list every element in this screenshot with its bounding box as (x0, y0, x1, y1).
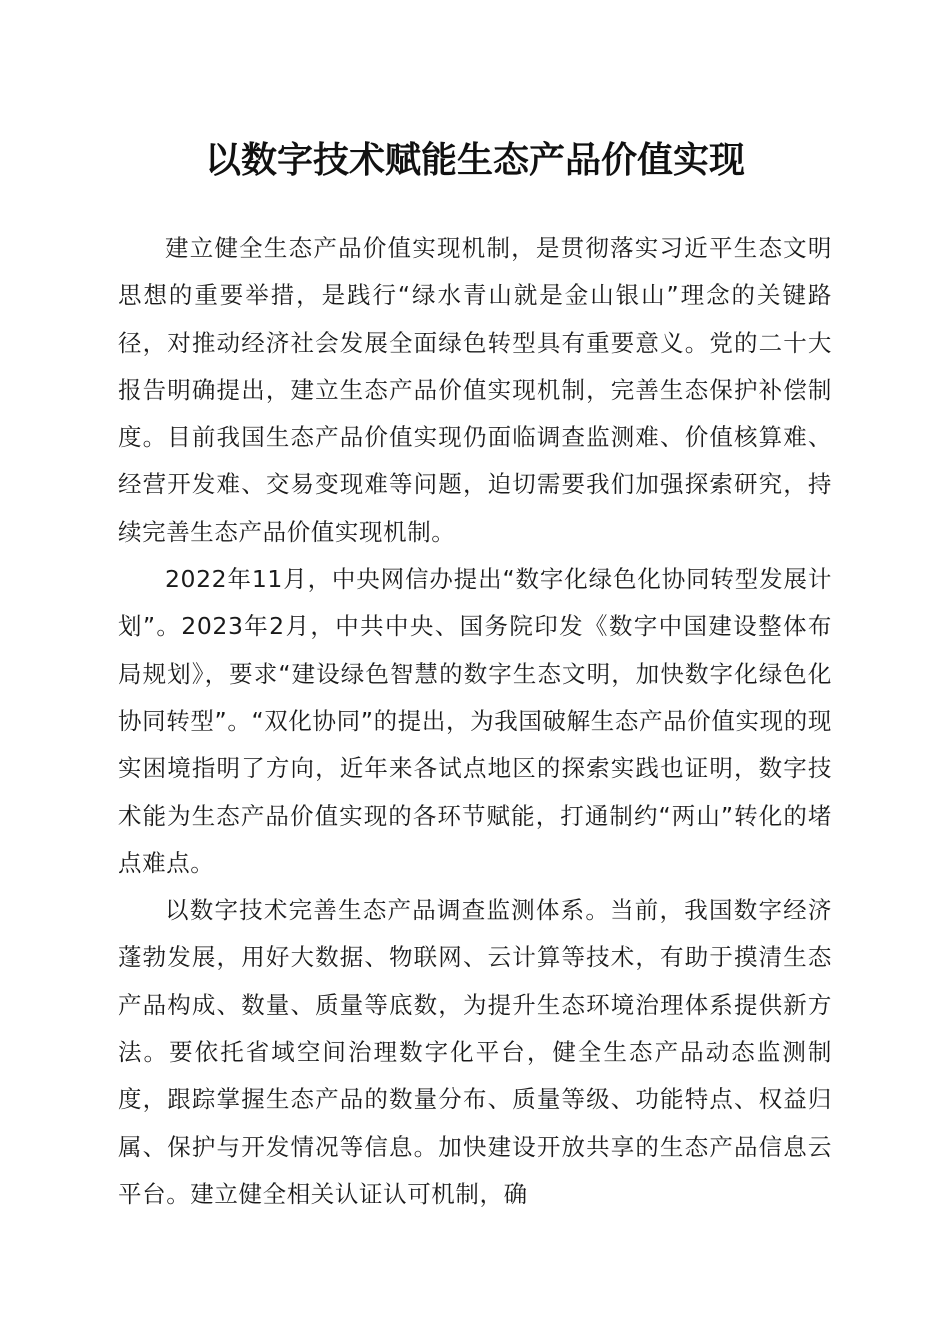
document-body (118, 225, 832, 1218)
paragraph-2: 2022年11月，中央网信办提出“数字化绿色化协同转型发展计划”。2023年2月，中共中央、国务院印发《数字中国建设整体布局规划》，要求“建设绿色智慧的数字生态文明，加快数字化绿色化协同转型”。“双化协同”的提出，为我国破解生态产品价值实现的现实困境指明了方向，近年来各试点地区的探索实践也证明，数字技术能为生态产品价值实现的各环节赋能，打通制约“两山”转化的堵点难点。 (118, 565, 832, 877)
paragraph-3: 以数字技术完善生态产品调查监测体系。当前，我国数字经济蓬勃发展，用好大数据、物联网、云计算等技术，有助于摸清生态产品构成、数量、质量等底数，为提升生态环境治理体系提供新方法。要依托省域空间治理数字化平台，健全生态产品动态监测制度，跟踪掌握生态产品的数量分布、质量等级、功能特点、权益归属、保护与开发情况等信息。加快建设开放共享的生态产品信息云平台。建立健全相关认证认可机制，确 (118, 896, 832, 1208)
paragraph-1: 建立健全生态产品价值实现机制，是贯彻落实习近平生态文明思想的重要举措，是践行“绿水青山就是金山银山”理念的关键路径，对推动经济社会发展全面绿色转型具有重要意义。党的二十大报告明确提出，建立生态产品价值实现机制，完善生态保护补偿制度。目前我国生态产品价值实现仍面临调查监测难、价值核算难、经营开发难、交易变现难等问题，迫切需要我们加强探索研究，持续完善生态产品价值实现机制。 (118, 234, 832, 546)
document-title: 以数字技术赋能生态产品价值实现 (204, 139, 745, 181)
